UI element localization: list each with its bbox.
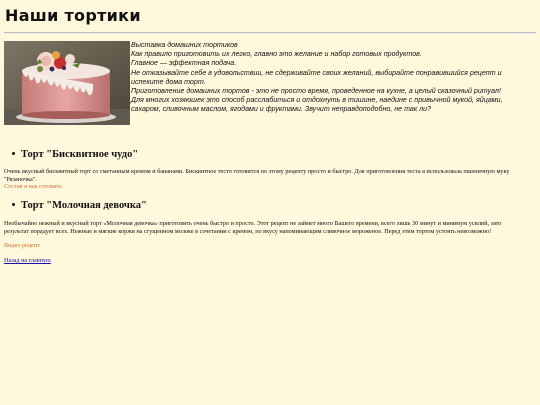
recipe-description: Необычайно нежный и вкусный торт «Молочная девочка» приготовить очень быстро и просто. Этот рецепт не займет много Вашего времени, всего лишь 30 минут и минимум усилий, зато результат порадует всех. Нежные и мягкие коржи на сгущенном молоке в сочетании с кремом, по вкусу напоминающим сливочное мороженое. Перед этим тортом устоять невозможно! xyxy=(4,220,502,235)
recipe-title-text: Торт "Бисквитное чудо" xyxy=(21,149,139,160)
recipe-title-biskvit xyxy=(12,149,138,160)
recipe-title-molochnaya xyxy=(12,200,147,211)
back-to-home-link[interactable]: Назад на главную xyxy=(4,257,51,264)
recipe-link-biskvit[interactable]: Состав и как готовить xyxy=(4,183,63,190)
intro-line: Для многих хозяюшек это способ расслабиться и отдохнуть в тишине, наедине с привычной мукой, яйцами, xyxy=(131,96,503,105)
bullet-icon xyxy=(12,203,15,206)
intro-line: Приготовление домашних тортов - это не просто время, проведенное на кухне, а целый сказочный ритуал! xyxy=(131,87,501,96)
intro-line: испеките дома торт. xyxy=(131,77,206,86)
bullet-icon xyxy=(12,152,15,155)
intro-section xyxy=(4,41,536,125)
recipe-link-molochnaya[interactable]: Видео рецепт xyxy=(4,242,40,249)
intro-line: Как правило приготовить их легко, главно это желание и набор готовых продуктов. xyxy=(131,50,422,59)
recipe-title-text: Торт "Молочная девочка" xyxy=(21,200,147,211)
intro-line: сахаром, сливочным маслом, ягодами и фруктами. Звучит неправдоподобно, не так ли? xyxy=(131,105,432,114)
page-title: Наши тортики xyxy=(5,6,141,25)
recipe-description: Очень вкусный бисквитный торт со сметанным кремом и бананами. Бисквитное тесто готовится по этому рецепту просто и быстро. Для приготовления теста я использовала пшеничную муку "Рязаночка". xyxy=(4,168,510,183)
intro-line: Не отказывайте себе в удовольствии, не сдерживайте своих желаний, выбирайте понравившийся рецепт и xyxy=(131,68,502,77)
divider xyxy=(4,32,536,34)
intro-line: Выставка домашних тортиков xyxy=(131,41,238,49)
intro-line: Главное — эффектная подача. xyxy=(131,59,237,68)
cake-image xyxy=(4,41,130,125)
